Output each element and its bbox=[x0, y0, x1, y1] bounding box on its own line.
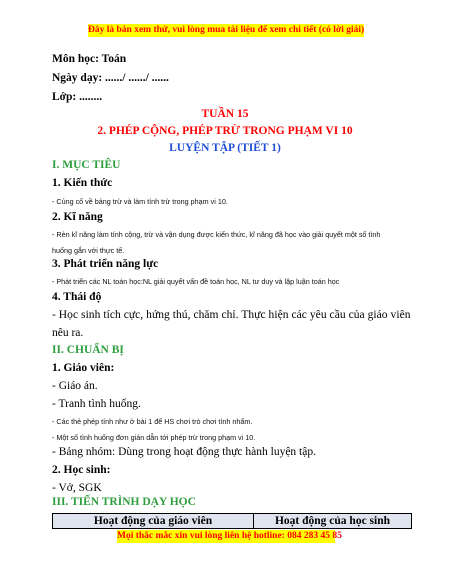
activity-table bbox=[52, 513, 412, 529]
section-preparation-title: II. CHUẨN BỊ bbox=[52, 344, 124, 356]
section-process-title: III. TIẾN TRÌNH DẠY HỌC bbox=[52, 496, 196, 508]
student-activity-header: Hoạt động của học sinh bbox=[254, 514, 412, 529]
teacher-heading: 1. Giáo viên: bbox=[52, 362, 115, 374]
teacher-item-cards: - Các thẻ phép tính như ở bài 1 để HS chơi trò chơi tính nhẩm. bbox=[52, 417, 253, 426]
attitude-heading: 4. Thái độ bbox=[52, 291, 102, 303]
section-objectives-title: I. MỤC TIÊU bbox=[52, 159, 121, 171]
student-heading: 2. Học sinh: bbox=[52, 464, 111, 476]
hotline-banner: Mọi thắc mắc xin vui lòng liên hệ hotline: 084 283 45 85 bbox=[117, 531, 342, 541]
lesson-subtitle: LUYỆN TẬP (TIẾT 1) bbox=[169, 142, 281, 154]
student-item-books: - Vở, SGK bbox=[52, 482, 102, 494]
subject-line: Môn học: Toán bbox=[52, 53, 127, 65]
teacher-item-group-board: - Bảng nhóm: Dùng trong hoạt động thực hành luyện tập. bbox=[52, 446, 316, 458]
competency-heading: 3. Phát triển năng lực bbox=[52, 258, 159, 270]
teacher-item-pictures: - Tranh tình huống. bbox=[52, 398, 141, 410]
teacher-activity-header: Hoạt động của giáo viên bbox=[53, 514, 254, 529]
attitude-text-line2: nêu ra. bbox=[52, 327, 84, 339]
class-line: Lớp: ........ bbox=[52, 91, 103, 103]
skills-heading: 2. Kĩ năng bbox=[52, 211, 103, 223]
lesson-title: 2. PHÉP CỘNG, PHÉP TRỪ TRONG PHẠM VI 10 bbox=[97, 125, 353, 137]
skills-text-line1: - Rèn kĩ năng làm tính cộng, trừ và vận dụng được kiến thức, kĩ năng đã học vào giải quyết một số tình bbox=[52, 230, 381, 239]
week-heading: TUẦN 15 bbox=[201, 108, 249, 120]
preview-notice-banner: Đây là bản xem thử, vui lòng mua tài liệu để xem chi tiết (có lời giải) bbox=[88, 25, 365, 35]
date-line: Ngày dạy: ....../ ....../ ...... bbox=[52, 72, 169, 84]
competency-text: - Phát triển các NL toán học:NL giải quyết vấn đề toán học, NL tư duy và lập luận toán học bbox=[52, 277, 340, 286]
knowledge-heading: 1. Kiến thức bbox=[52, 177, 113, 189]
knowledge-text: - Củng cố về bảng trừ và làm tính trừ trong phạm vi 10. bbox=[52, 197, 228, 206]
teacher-item-situations: - Một số tình huống đơn giản dẫn tới phép trừ trong phạm vi 10. bbox=[52, 433, 256, 442]
teacher-item-lesson-plan: - Giáo án. bbox=[52, 380, 98, 392]
attitude-text-line1: - Học sinh tích cực, hứng thú, chăm chỉ. Thực hiện các yêu cầu của giáo viên bbox=[52, 309, 411, 321]
skills-text-line2: huống gắn với thực tế. bbox=[52, 246, 125, 255]
